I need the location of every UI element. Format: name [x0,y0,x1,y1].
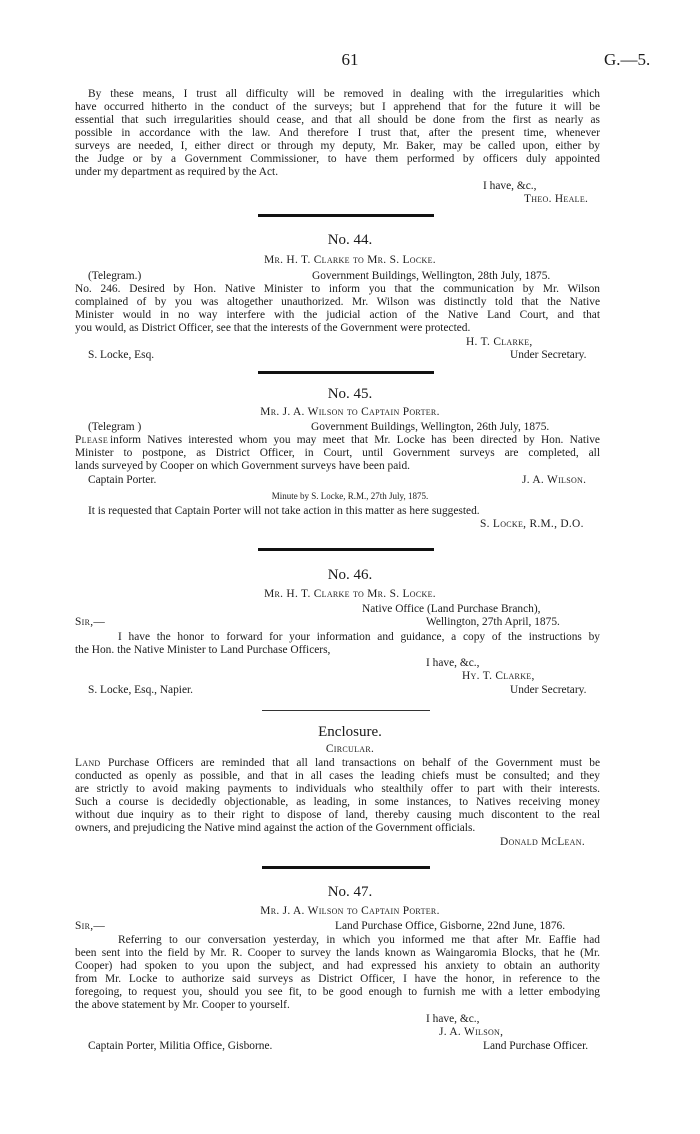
section-heading: No. 45. [327,386,373,402]
intro-line: essential that such irregularities should cease, and that all should be done from the first as nearly as [75,114,600,126]
body-line: Minister would in no way interfere with the judicial action of the Native Land Court, and that [75,309,600,321]
minute-text: It is requested that Captain Porter will not take action in this matter as here suggested. [88,505,480,517]
body-line: foregoing, to request you, should you see fit, to be good enough to furnish me with a letter embodying [75,986,600,998]
message-type: (Telegram ) [88,421,142,433]
body-line: owners, and prejudicing the Native mind against the action of the Government officials. [75,822,476,834]
body-line: complained of by you was altogether unauthorized. Mr. Wilson was distinctly told that the Native [75,296,600,308]
enclosure-divider [262,710,430,711]
closing-text: I have, &c., [483,180,537,192]
address-date: Land Purchase Office, Gisborne, 22nd June, 1876. [335,920,566,932]
body-line [75,434,600,447]
closing-text: I have, &c., [426,1013,480,1025]
closing-text: I have, &c., [426,657,480,669]
addressee: Captain Porter, Militia Office, Gisborne. [88,1040,273,1052]
body-line: the above statement by Mr. Cooper to yourself. [75,999,290,1011]
salutation: Sir,— [75,920,106,932]
section-divider [258,548,434,551]
section-divider [258,371,434,374]
salutation: Sir,— [75,616,106,628]
enclosure-heading: Enclosure. [318,724,382,740]
body-line: Referring to our conversation yesterday, in which you informed me that after Mr. Eaffie had [118,934,600,946]
signatory-title: Land Purchase Officer. [483,1040,589,1052]
intro-line: the Judge or by a Government Commissioner, to have them performed by officers duly appointed [75,153,600,165]
body-first-word: Please [75,434,109,446]
body-line: without due inquiry as to their right to dispose of land, thereby causing much discontent to the real [75,809,600,821]
body-line: I have the honor to forward for your information and guidance, a copy of the instructions by [118,631,600,643]
body-line: No. 246. Desired by Hon. Native Minister to inform you that the communication by Mr. Wilson [75,283,600,295]
signature: Hy. T. Clarke, [462,670,535,682]
section-divider [262,866,430,869]
section-heading: No. 46. [327,567,373,583]
body-first-rest: Purchase Officers are reminded that all land transactions on behalf of the Government must be [108,757,600,769]
address-date: Government Buildings, Wellington, 26th July, 1875. [311,421,550,433]
body-line: Cooper) had spoken to you upon the subject, and had expressed his anxiety to obtain an authority [75,960,600,972]
signature: Theo. Heale. [524,193,589,205]
addressee: Captain Porter. [88,474,157,486]
signature: H. T. Clarke, [466,336,533,348]
enclosure-subheading: Circular. [325,743,375,755]
intro-line: possible in accordance with the law. And therefore I trust that, after the present time, whenever [75,127,600,139]
intro-line: under my department as required by the Act. [75,166,279,178]
intro-line: have occurred hitherto in the conduct of the surveys; but I apprehend that for the future it will be [75,101,600,113]
section-heading: No. 44. [327,232,373,248]
body-line: the Hon. the Native Minister to Land Purchase Officers, [75,644,331,656]
body-line: from Mr. Locke to authorize said surveys as District Officer, I have the honor, in reference to the [75,973,600,985]
document-code: G.—5. [604,50,651,69]
body-line: are strictly to avoid making payments to individuals who stealthily offer to part with their interests. [75,783,600,795]
section-subheading: Mr. J. A. Wilson to Captain Porter. [260,905,440,917]
intro-line: By these means, I trust all difficulty will be removed in dealing with the irregularities which [88,88,600,100]
body-first-rest: inform Natives interested whom you may meet that Mr. Locke has been directed by Hon. Native [110,434,600,446]
section-heading: No. 47. [327,884,373,900]
signatory-title: Under Secretary. [510,684,587,696]
section-divider [258,214,434,217]
signatory-title: Under Secretary. [510,349,587,361]
body-first-word: Land [75,757,101,769]
body-line: Minister to postpone, as District Officer, in Court, until Government surveys are completed, all [75,447,600,459]
body-line: you would, as District Officer, see that the interests of the Government were protected. [75,322,471,334]
office-line: Native Office (Land Purchase Branch), [362,603,541,615]
signature: J. A. Wilson. [522,474,587,486]
page-number: 61 [341,50,359,69]
section-subheading: Mr. J. A. Wilson to Captain Porter. [260,406,440,418]
signature: J. A. Wilson, [439,1026,504,1038]
message-type: (Telegram.) [88,270,142,282]
section-subheading: Mr. H. T. Clarke to Mr. S. Locke. [264,588,436,600]
address-date: Government Buildings, Wellington, 28th July, 1875. [312,270,551,282]
body-line [75,757,600,770]
section-subheading: Mr. H. T. Clarke to Mr. S. Locke. [264,254,436,266]
body-line: been sent into the field by Mr. R. Cooper to survey the lands known as Waingaromia Blocks, that he (Mr. [75,947,600,959]
date-line: Wellington, 27th April, 1875. [426,616,560,628]
minute-heading: Minute by S. Locke, R.M., 27th July, 1875. [271,491,429,501]
body-line: conducted as openly as possible, and that in all cases the leading chiefs must be consulted; and they [75,770,600,782]
intro-line: surveys are needed, I, either direct or through my deputy, Mr. Baker, may be called upon, either by [75,140,600,152]
addressee: S. Locke, Esq., Napier. [88,684,194,696]
addressee: S. Locke, Esq. [88,349,155,361]
body-line: Such a course is decidedly objectionable, as leading, in some instances, to Natives receiving money [75,796,600,808]
signature: Donald McLean. [500,836,585,848]
signature: S. Locke, R.M., D.O. [480,518,584,530]
body-line: lands surveyed by Cooper on which Government surveys have been paid. [75,460,410,472]
